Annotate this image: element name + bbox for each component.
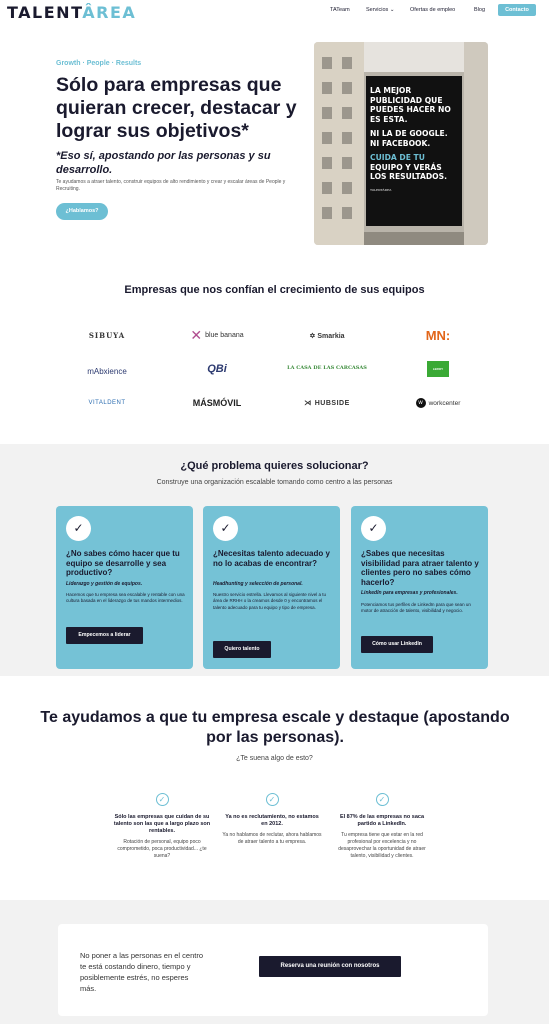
client-logo-hubside: [282, 394, 372, 412]
problem-card-talent: [203, 506, 340, 669]
problem-card-text: Hacemos que tu empresa sea escalable y rentable con una cultura basada en el liderazgo de tus mandos intermedios.: [66, 592, 185, 604]
client-logo-workcenter-label: workcenter: [428, 399, 461, 407]
problem-card-text: Nuestro servicio estrella. Llevamos al siguiente nivel a tu área de RRHH o la creamos desde 0 y encontramos el talento adecuado para tu equipo y tipo de empresa.: [213, 592, 327, 610]
nav-tateam[interactable]: TATeam: [330, 7, 350, 13]
client-logo-masmovil: MÁSMÓVIL: [192, 398, 242, 408]
scale-subtitle: ¿Te suena algo de esto?: [236, 755, 313, 762]
problem-card-lead: Headhunting y selección de personal.: [213, 581, 303, 587]
problem-card-linkedin: [351, 506, 488, 669]
check-circle-icon: ✓: [376, 793, 389, 806]
client-logo-mabxience: mAbxience: [87, 366, 127, 376]
logo-text-left: TALENT: [7, 3, 83, 22]
feature-heading: Ya no es reclutamiento, no estamos en 2012.: [225, 814, 319, 827]
client-logo-casacarcasas: LA CASA DE LAS CARCASAS: [287, 365, 367, 371]
chevron-down-icon: ⌄: [389, 7, 395, 13]
scale-title: Te ayudamos a que tu empresa escale y destaque (apostando por las personas).: [40, 709, 510, 746]
empecemos-liderar-button[interactable]: Empecemos a liderar: [66, 627, 143, 644]
billboard-image: [314, 42, 488, 245]
feature-heading: El 87% de las empresas no saca partido a LinkedIn.: [339, 814, 425, 827]
nav-servicios[interactable]: [366, 7, 394, 13]
client-logo-leroymerlin-label: LEROY MERLIN: [427, 361, 449, 377]
billboard-line-2: NI LA DE GOOGLE. NI FACEBOOK.: [370, 129, 448, 148]
logo-text-right: ÂREA: [82, 3, 137, 22]
check-icon: ✓: [66, 516, 91, 541]
client-logo-smarkia: [282, 327, 372, 345]
client-logo-sibuya: SIBUYA: [88, 330, 126, 340]
feature-text: Tu empresa tiene que estar en la red profesional por excelencia y no desaprovechar la oportunidad de atraer talento, visibilidad y clientes.: [338, 832, 426, 859]
problem-card-text: Potenciamos tus perfiles de LinkedIn para que sean un motor de atracción de talento, visibilidad y negocio.: [361, 602, 471, 614]
client-logo-bluebanana-label: blue banana: [205, 331, 244, 339]
nav-blog[interactable]: Blog: [474, 7, 486, 13]
hero-paragraph: Te ayudamos a atraer talento, construir equipos de alto rendimiento y crear y escalar áreas de People y Recruiting.: [56, 179, 286, 192]
client-logo-mn: MN:: [425, 327, 451, 343]
client-logo-hubside-label: HUBSIDE: [314, 399, 350, 407]
star-icon: ✡: [309, 333, 316, 340]
problems-title: ¿Qué problema quieres solucionar?: [180, 460, 369, 472]
check-icon: ✓: [361, 516, 386, 541]
billboard-line-3: [370, 153, 458, 182]
nav-servicios-label: Servicios: [366, 7, 389, 13]
billboard-text: [370, 86, 458, 195]
reserva-reunion-button[interactable]: Reserva una reunión con nosotros: [259, 956, 401, 977]
client-logo-leroymerlin: [393, 360, 483, 387]
billboard-line-3c: Y VERÁS LOS RESULTADOS.: [370, 162, 447, 181]
client-logo-workcenter: [393, 394, 483, 412]
site-header: [0, 0, 549, 26]
feature-text: Rotación de personal, equipo poco comprometido, poca productividad... ¿te suena?: [117, 839, 207, 859]
billboard-line-3b: EQUIPO: [370, 162, 403, 172]
problem-card-leadership: [56, 506, 193, 669]
problem-card-lead: LinkedIn para empresas y profesionales.: [361, 590, 458, 596]
hubside-chevron-icon: ⋊: [304, 400, 312, 407]
check-circle-icon: ✓: [266, 793, 279, 806]
feature-talent: [112, 793, 212, 860]
check-circle-icon: ✓: [156, 793, 169, 806]
como-usar-linkedin-button[interactable]: Cómo usar LinkedIn: [361, 636, 433, 653]
problem-card-heading: ¿Sabes que necesitas visibilidad para atraer talento y clientes pero no sabes cómo hacerlo?: [361, 549, 479, 587]
feature-heading: Sólo las empresas que cuidan de su talento son las que a largo plazo son rentables.: [113, 814, 211, 834]
quiero-talento-button[interactable]: Quiero talento: [213, 641, 271, 658]
problem-card-heading: ¿Necesitas talento adecuado y no lo acabas de encontrar?: [213, 549, 330, 568]
client-logo-smarkia-label: Smarkia: [317, 332, 345, 340]
bluebanana-x-icon: ✕: [190, 326, 203, 343]
feature-linkedin: [332, 793, 432, 860]
billboard-brand: TALENTÂREA: [370, 187, 392, 192]
client-logo-vitaldent: VITALDENT: [88, 400, 126, 406]
check-icon: ✓: [213, 516, 238, 541]
hero-title: Sólo para empresas que quieran crecer, destacar y lograr sus objetivos*: [56, 74, 297, 142]
billboard-line-1: LA MEJOR PUBLICIDAD QUE PUEDES HACER NO ES ESTA.: [370, 86, 451, 124]
contact-button[interactable]: Contacto: [498, 4, 536, 16]
feature-text: Ya no hablamos de reclutar, ahora hablamos de atraer talento a tu empresa.: [222, 832, 322, 845]
hero-subtitle: *Eso sí, apostando por las personas y su desarrollo.: [56, 150, 271, 176]
hablamos-button[interactable]: ¿Hablamos?: [56, 203, 108, 220]
problem-card-heading: ¿No sabes cómo hacer que tu equipo se desarrolle y sea productivo?: [66, 549, 180, 577]
client-logo-qbi: QBi: [207, 363, 227, 375]
feature-recruitment: [222, 793, 322, 846]
workcenter-w-icon: w: [416, 398, 426, 408]
problem-card-lead: Liderazgo y gestión de equipos.: [66, 581, 143, 587]
nav-ofertas[interactable]: Ofertas de empleo: [410, 7, 456, 13]
cta-text: No poner a las personas en el centro te está costando dinero, tiempo y posiblemente estrés, no esperes más.: [80, 951, 203, 993]
client-logo-bluebanana: [172, 326, 262, 344]
problems-subtitle: Construye una organización escalable tomando como centro a las personas: [156, 479, 393, 486]
clients-title: Empresas que nos confían el crecimiento de sus equipos: [124, 284, 425, 296]
hero-eyebrow: Growth · People · Results: [56, 60, 142, 67]
billboard-line-3a: CUIDA DE TU: [370, 153, 425, 162]
brand-logo[interactable]: [7, 3, 136, 22]
